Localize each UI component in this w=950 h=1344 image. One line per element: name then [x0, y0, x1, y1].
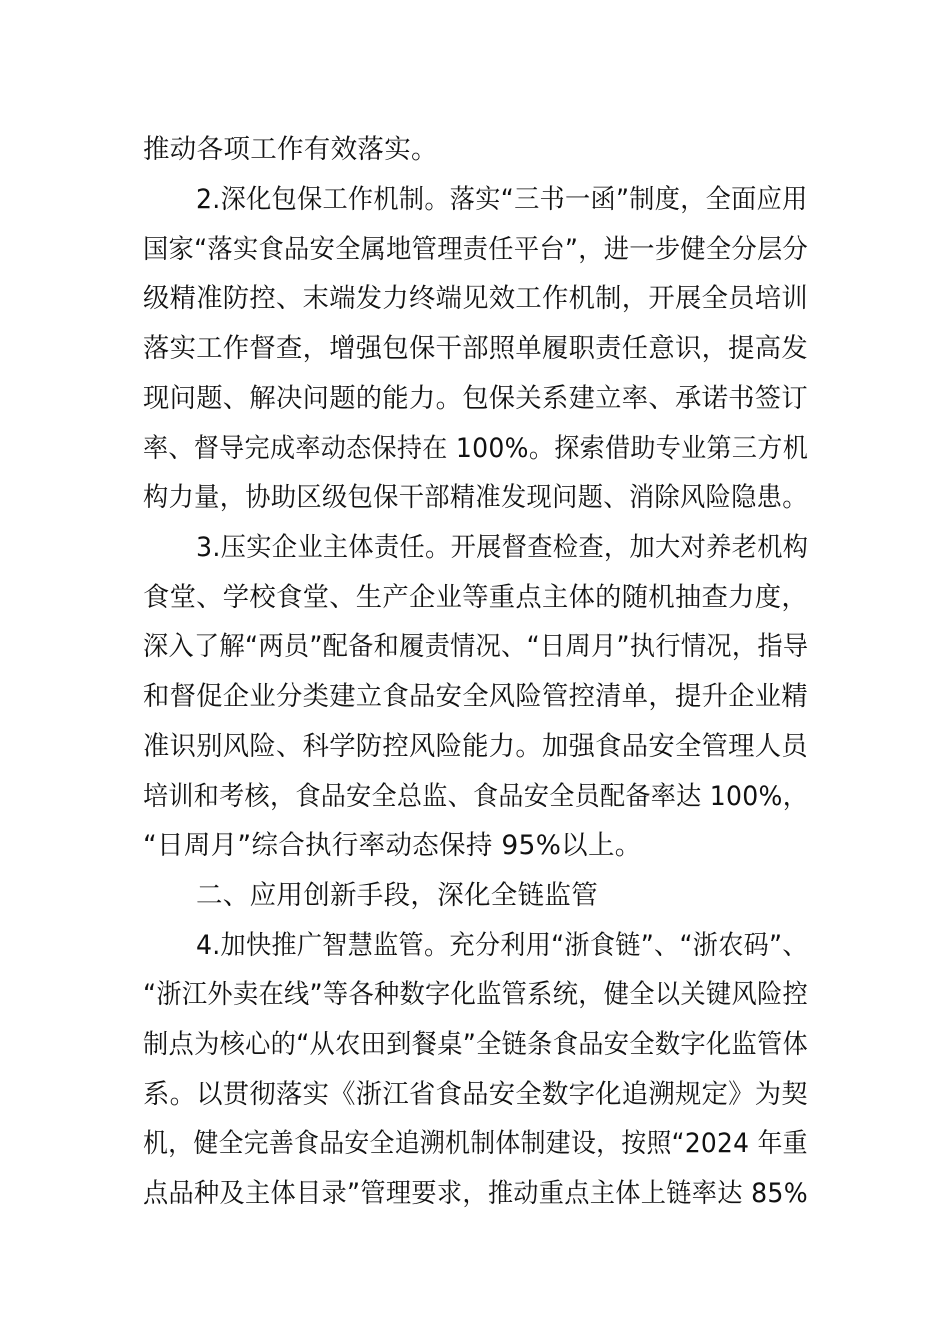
- text-line: 构力量，协助区级包保干部精准发现问题、消除风险隐患。: [143, 482, 808, 513]
- text-line: 3.压实企业主体责任。开展督查检查，加大对养老机构: [196, 532, 809, 563]
- text-line: “日周月”综合执行率动态保持 95%以上。: [143, 830, 642, 861]
- text-line: 准识别风险、科学防控风险能力。加强食品安全管理人员: [143, 731, 808, 762]
- text-line: “浙江外卖在线”等各种数字化监管系统，健全以关键风险控: [143, 979, 809, 1010]
- text-line: 落实工作督查，增强包保干部照单履职责任意识，提高发: [143, 333, 808, 364]
- text-line: 和督促企业分类建立食品安全风险管控清单，提升企业精: [143, 681, 808, 712]
- section-heading: 二、应用创新手段，深化全链监管: [196, 880, 598, 911]
- text-line: 食堂、学校食堂、生产企业等重点主体的随机抽查力度，: [143, 582, 808, 613]
- text-line: 级精准防控、末端发力终端见效工作机制，开展全员培训: [143, 283, 808, 314]
- text-line: 4.加快推广智慧监管。充分利用“浙食链”、“浙农码”、: [196, 930, 808, 961]
- text-line: 2.深化包保工作机制。落实“三书一函”制度，全面应用: [196, 184, 808, 215]
- text-line: 系。以贯彻落实《浙江省食品安全数字化追溯规定》为契: [143, 1079, 808, 1110]
- text-line: 率、督导完成率动态保持在 100%。探索借助专业第三方机: [143, 433, 809, 464]
- text-line: 点品种及主体目录”管理要求，推动重点主体上链率达 85%: [143, 1178, 808, 1209]
- text-line: 现问题、解决问题的能力。包保关系建立率、承诺书签订: [143, 383, 808, 414]
- text-line: 制点为核心的“从农田到餐桌”全链条食品安全数字化监管体: [143, 1029, 809, 1060]
- text-line: 培训和考核，食品安全总监、食品安全员配备率达 100%，: [143, 781, 809, 812]
- text-line: 深入了解“两员”配备和履责情况、“日周月”执行情况，指导: [143, 631, 809, 662]
- text-line: 机，健全完善食品安全追溯机制体制建设，按照“2024 年重: [143, 1128, 808, 1159]
- text-line: 推动各项工作有效落实。: [143, 134, 438, 165]
- text-line: 国家“落实食品安全属地管理责任平台”，进一步健全分层分: [143, 234, 809, 265]
